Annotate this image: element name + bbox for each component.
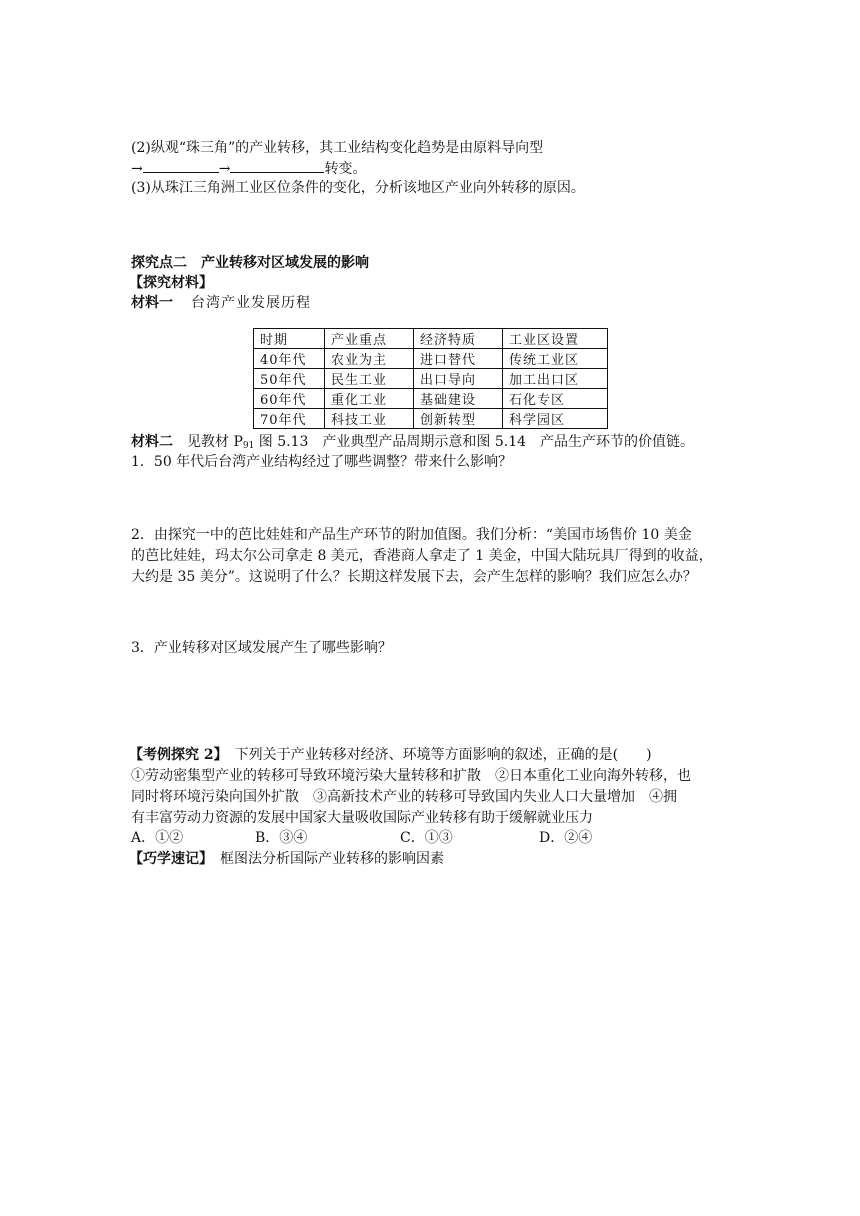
table-cell: 民生工业 bbox=[325, 369, 414, 389]
table-cell: 基础建设 bbox=[414, 389, 503, 409]
tip-label: 【巧学速记】 bbox=[129, 851, 206, 867]
option-c[interactable]: C．①③ bbox=[400, 830, 453, 846]
table-cell: 传统工业区 bbox=[503, 349, 608, 369]
q2-blanks-line bbox=[131, 158, 366, 179]
material2-page: 91 bbox=[242, 441, 255, 451]
table-cell: 出口导向 bbox=[414, 369, 503, 389]
table-row bbox=[254, 389, 608, 409]
table-cell: 石化专区 bbox=[503, 389, 608, 409]
example-label: 【考例探究 2】 bbox=[129, 747, 221, 763]
example-question: 下列关于产业转移对经济、环境等方面影响的叙述，正确的是( ) bbox=[220, 747, 652, 763]
material1-line bbox=[131, 293, 311, 313]
table-cell: 科学园区 bbox=[503, 409, 608, 429]
taiwan-industry-table bbox=[253, 328, 608, 429]
question-2-line2: 的芭比娃娃，玛太尔公司拿走 8 美元，香港商人拿走了 1 美金，中国大陆玩具厂得到的收益， bbox=[131, 548, 713, 564]
table-row bbox=[254, 409, 608, 429]
question-1: 1．50 年代后台湾产业结构经过了哪些调整？带来什么影响？ bbox=[131, 454, 513, 470]
q2-prefix: (2)纵观“珠三角”的产业转移，其工业结构变化趋势是由原料导向型 bbox=[131, 140, 544, 156]
tip-line bbox=[129, 849, 444, 869]
arrow-icon: → bbox=[131, 161, 143, 177]
table-header-cell: 产业重点 bbox=[325, 329, 414, 349]
tip-text: 框图法分析国际产业转移的影响因素 bbox=[206, 851, 444, 867]
section-title: 探究点二 产业转移对区域发展的影响 bbox=[131, 255, 369, 271]
table-cell: 50年代 bbox=[254, 369, 325, 389]
example-statement-3: 有丰富劳动力资源的发展中国家大量吸收国际产业转移有助于缓解就业压力 bbox=[131, 810, 593, 826]
material1-label: 材料一 bbox=[131, 295, 173, 311]
q3-reasons: (3)从珠江三角洲工业区位条件的变化，分析该地区产业向外转移的原因。 bbox=[131, 180, 585, 196]
answer-blank-2[interactable] bbox=[230, 158, 324, 173]
table-cell: 重化工业 bbox=[325, 389, 414, 409]
table-cell: 创新转型 bbox=[414, 409, 503, 429]
table-cell: 加工出口区 bbox=[503, 369, 608, 389]
table-header-cell: 工业区设置 bbox=[503, 329, 608, 349]
table-cell: 农业为主 bbox=[325, 349, 414, 369]
option-d[interactable]: D．②④ bbox=[539, 830, 593, 846]
material1-text: 台湾产业发展历程 bbox=[191, 295, 311, 311]
table-row bbox=[254, 349, 608, 369]
question-2-line1: 2．由探究一中的芭比娃娃和产品生产环节的附加值图。我们分析：“美国市场售价 10 美金 bbox=[131, 527, 692, 543]
table-cell: 40年代 bbox=[254, 349, 325, 369]
example-statement-1: ①劳动密集型产业的转移可导致环境污染大量转移和扩散 ②日本重化工业向海外转移，也 bbox=[131, 768, 691, 784]
table-header-row bbox=[254, 329, 608, 349]
answer-blank-1[interactable] bbox=[143, 158, 219, 173]
example-line bbox=[129, 745, 652, 765]
table-cell: 60年代 bbox=[254, 389, 325, 409]
example-statement-2: 同时将环境污染向国外扩散 ③高新技术产业的转移可导致国内失业人口大量增加 ④拥 bbox=[131, 789, 677, 805]
question-2-line3: 大约是 35 美分”。这说明了什么？长期这样发展下去，会产生怎样的影响？我们应怎么办？ bbox=[131, 569, 697, 585]
material2-post: 图 5.13 产业典型产品周期示意和图 5.14 产品生产环节的价值链。 bbox=[254, 434, 695, 450]
table-cell: 科技工业 bbox=[325, 409, 414, 429]
answer-options bbox=[131, 828, 592, 848]
option-a[interactable]: A．①② bbox=[131, 830, 184, 846]
question-3: 3．产业转移对区域发展产生了哪些影响？ bbox=[131, 640, 392, 656]
table-header-cell: 经济特质 bbox=[414, 329, 503, 349]
option-b[interactable]: B．③④ bbox=[255, 830, 308, 846]
q2-suffix: 转变。 bbox=[324, 161, 367, 177]
arrow-icon: → bbox=[218, 161, 231, 177]
materials-heading: 【探究材料】 bbox=[129, 275, 213, 291]
table-header-cell: 时期 bbox=[254, 329, 325, 349]
table-cell: 进口替代 bbox=[414, 349, 503, 369]
material2-pre: 见教材 P bbox=[187, 434, 243, 450]
material2-label: 材料二 bbox=[131, 434, 173, 450]
table-cell: 70年代 bbox=[254, 409, 325, 429]
table-row bbox=[254, 369, 608, 389]
